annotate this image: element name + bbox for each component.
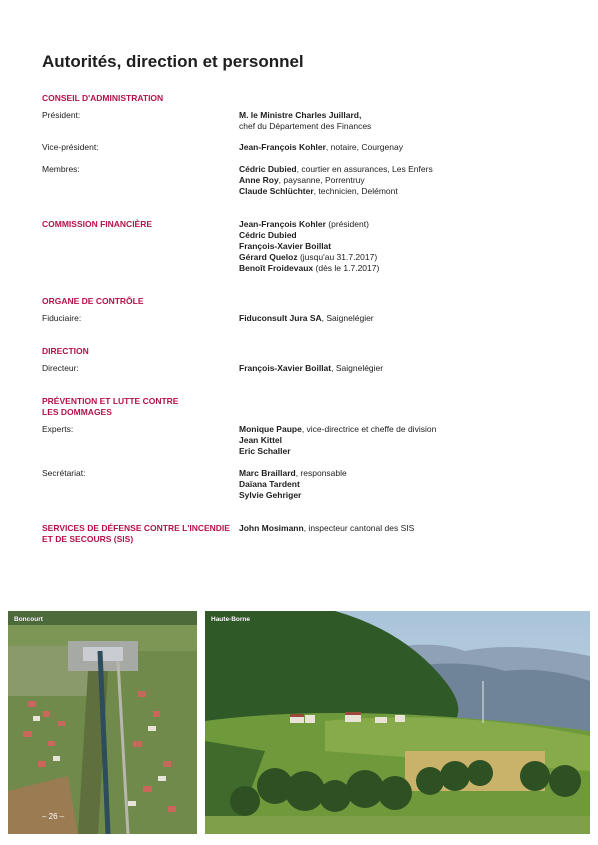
commission-member [239, 252, 379, 263]
section-heading-conseil: CONSEIL D'ADMINISTRATION [42, 93, 164, 103]
membres-label: Membres: [42, 164, 80, 174]
membre-item [239, 164, 433, 175]
expert-name: Eric Schaller [239, 446, 291, 456]
page-number: – 26 – [42, 812, 65, 821]
commission-member [239, 241, 379, 252]
expert-detail: , vice-directrice et cheffe de division [301, 424, 437, 434]
heading-line: SERVICES DE DÉFENSE CONTRE L'INCENDIE [42, 523, 230, 533]
membre-item [239, 175, 433, 186]
member-detail: (jusqu'au 31.7.2017) [297, 252, 378, 262]
vice-president-label: Vice-président: [42, 142, 99, 152]
president-name: M. le Ministre Charles Juillard, [239, 110, 362, 120]
membre-item [239, 186, 433, 197]
fiduciaire-label: Fiduciaire: [42, 313, 82, 323]
photo-caption-boncourt: Boncourt [14, 616, 43, 623]
member-name: Jean-François Kohler [239, 219, 326, 229]
section-heading-commission: COMMISSION FINANCIÈRE [42, 219, 153, 229]
experts-label: Experts: [42, 424, 74, 434]
commission-list [239, 219, 379, 274]
president-label: Président: [42, 110, 81, 120]
section-heading-organe: ORGANE DE CONTRÔLE [42, 296, 144, 306]
expert-name: Monique Paupe [239, 424, 302, 434]
secretariat-item [239, 490, 347, 501]
expert-item [239, 435, 436, 446]
sis-value [239, 523, 414, 534]
member-detail: (président) [325, 219, 369, 229]
directeur-name: François-Xavier Boillat [239, 363, 332, 373]
directeur-value [239, 363, 383, 374]
secretariat-name: Daïana Tardent [239, 479, 300, 489]
commission-member [239, 230, 379, 241]
fiduciaire-value [239, 313, 374, 324]
member-name: Gérard Queloz [239, 252, 298, 262]
secretariat-item [239, 479, 347, 490]
sis-name: John Mosimann [239, 523, 304, 533]
experts-list [239, 424, 436, 457]
secretariat-name: Marc Braillard [239, 468, 296, 478]
membre-name: Claude Schlüchter [239, 186, 314, 196]
heading-line: LES DOMMAGES [42, 407, 112, 417]
president-value [239, 110, 371, 132]
expert-item [239, 446, 436, 457]
commission-member [239, 219, 379, 230]
president-detail: chef du Département des Finances [239, 121, 372, 131]
member-name: Cédric Dubied [239, 230, 297, 240]
heading-line: ET DE SECOURS (SIS) [42, 534, 134, 544]
section-heading-sis [42, 523, 230, 545]
directeur-label: Directeur: [42, 363, 79, 373]
member-name: Benoît Froidevaux [239, 263, 314, 273]
directeur-detail: , Saignelégier [331, 363, 384, 373]
secretariat-item [239, 468, 347, 479]
section-heading-direction: DIRECTION [42, 346, 89, 356]
membres-list [239, 164, 433, 197]
fiduciaire-name: Fiduconsult Jura SA [239, 313, 322, 323]
photo-boncourt [8, 611, 197, 834]
member-detail: (dès le 1.7.2017) [313, 263, 380, 273]
sis-detail: , inspecteur cantonal des SIS [303, 523, 415, 533]
section-heading-prevention [42, 396, 222, 418]
landscape-image [205, 611, 590, 834]
member-name: François-Xavier Boillat [239, 241, 332, 251]
expert-name: Jean Kittel [239, 435, 282, 445]
membre-detail: , paysanne, Porrentruy [278, 175, 365, 185]
commission-member [239, 263, 379, 274]
membre-detail: , technicien, Delémont [313, 186, 398, 196]
photo-haute-borne [205, 611, 590, 834]
membre-detail: , courtier en assurances, Les Enfers [296, 164, 433, 174]
aerial-village-image [8, 611, 197, 834]
membre-name: Cédric Dubied [239, 164, 297, 174]
secretariat-label: Secrétariat: [42, 468, 86, 478]
heading-line: PRÉVENTION ET LUTTE CONTRE [42, 396, 179, 406]
secretariat-name: Sylvie Gehriger [239, 490, 302, 500]
page-title: Autorités, direction et personnel [42, 52, 304, 71]
expert-item [239, 424, 436, 435]
secretariat-detail: , responsable [295, 468, 347, 478]
membre-name: Anne Roy [239, 175, 279, 185]
fiduciaire-detail: , Saignelégier [321, 313, 374, 323]
vice-president-detail: , notaire, Courgenay [325, 142, 403, 152]
vice-president-value [239, 142, 403, 153]
vice-president-name: Jean-François Kohler [239, 142, 326, 152]
secretariat-list [239, 468, 347, 501]
photo-caption-haute-borne: Haute-Borne [211, 616, 251, 623]
